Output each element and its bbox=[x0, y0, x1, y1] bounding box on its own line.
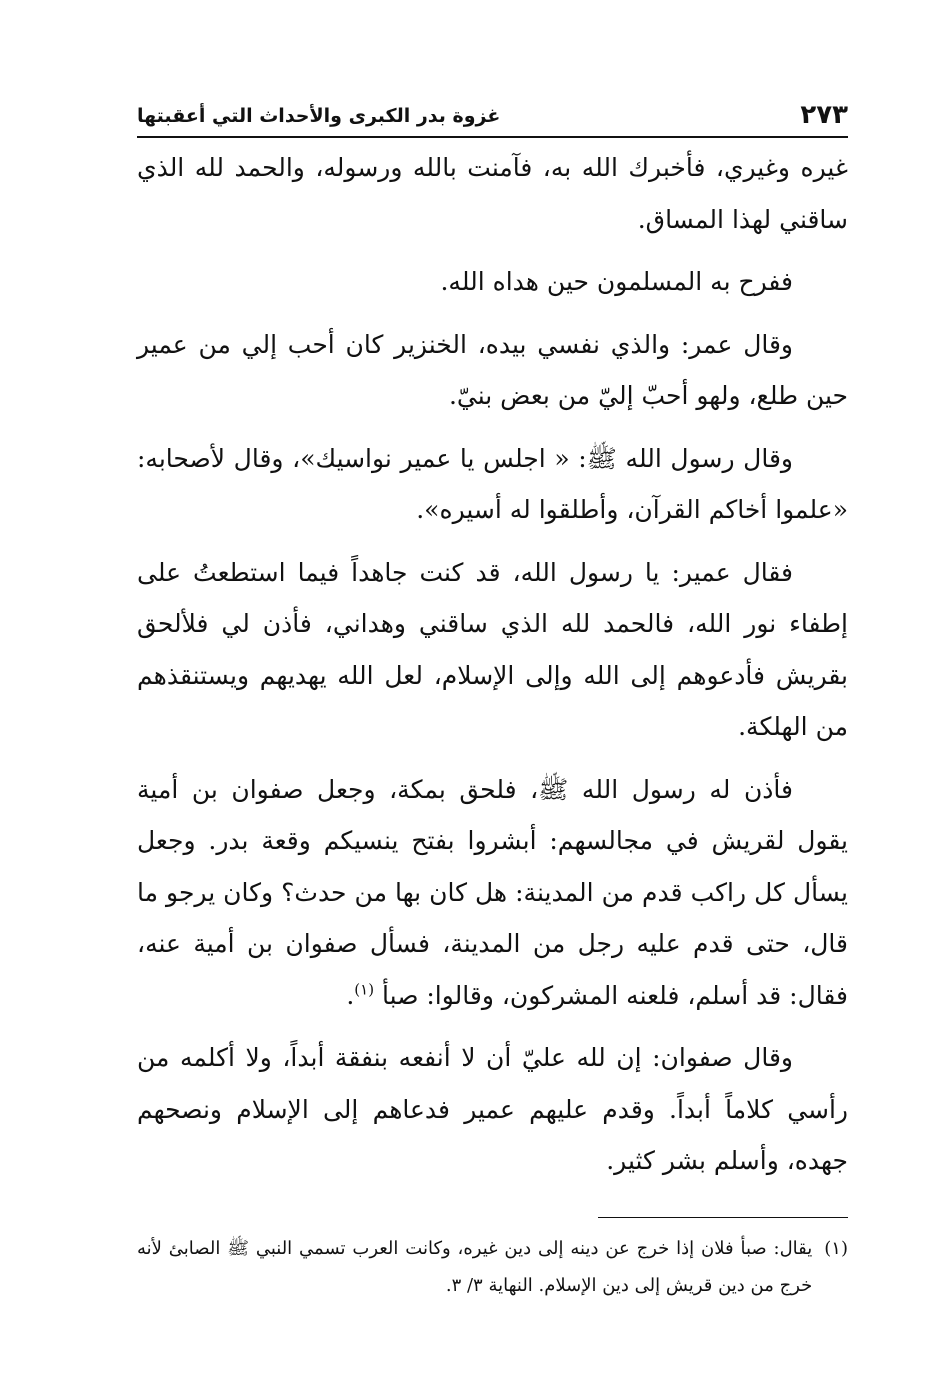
footnote bbox=[137, 1230, 848, 1304]
book-page bbox=[137, 96, 848, 1304]
main-text bbox=[137, 142, 848, 1187]
footnote-reference: (١) bbox=[354, 980, 375, 999]
sentence-end: . bbox=[346, 980, 355, 1010]
paragraph-with-footnote bbox=[137, 764, 848, 1022]
footnote-marker: (١) bbox=[824, 1237, 848, 1259]
page-header bbox=[137, 96, 848, 138]
footnote-text: يقال: صبأ فلان إذا خرج عن دينه إلى دين غيره، وكانت العرب تسمي النبي ﷺ الصابئ لأنه خرج من دين قريش إلى دين الإسلام. النهاية ٣/ ٣. bbox=[137, 1237, 813, 1296]
paragraph: فقال عمير: يا رسول الله، قد كنت جاهداً فيما استطعتُ على إطفاء نور الله، فالحمد لله الذي ساقني وهداني، فأذن لي فلألحق بقريش فأدعوهم إلى الله وإلى الإسلام، لعل الله يهديهم ويستنقذهم من الهلكة. bbox=[137, 557, 848, 741]
paragraph: وقال رسول الله ﷺ: « اجلس يا عمير نواسيك»، وقال لأصحابه: «علموا أخاكم القرآن، وأطلقوا له أسيره». bbox=[137, 443, 848, 524]
paragraph: وقال عمر: والذي نفسي بيده، الخنزير كان أحب إلي من عمير حين طلع، ولهو أحبّ إليّ من بعض بنيّ. bbox=[137, 329, 848, 410]
footnote-divider bbox=[598, 1217, 848, 1218]
paragraph: وقال صفوان: إن لله عليّ أن لا أنفعه بنفقة أبداً، ولا أكلمه من رأسي كلاماً أبداً. وقدم عليهم عمير فدعاهم إلى الإسلام ونصحهم جهده، وأسلم بشر كثير. bbox=[137, 1043, 849, 1175]
paragraph-text: فأذن له رسول الله ﷺ، فلحق بمكة، وجعل صفوان بن أمية يقول لقريش في مجالسهم: أبشروا بفتح ينسيكم وقعة بدر. وجعل يسأل كل راكب قدم من المدينة: هل كان بها من حدث؟ وكان يرجو ما قال، حتى قدم عليه رجل من المدينة، فسأل صفوان بن أمية عنه، فقال: قد أسلم، فلعنه المشركون، وقالوا: صبأ bbox=[137, 774, 848, 1010]
running-title: غزوة بدر الكبرى والأحداث التي أعقبتها bbox=[137, 105, 501, 127]
paragraph: غيره وغيري، فأخبرك الله به، فآمنت بالله ورسوله، والحمد لله الذي ساقني لهذا المساق. bbox=[137, 153, 848, 234]
page-number: ٢٧٣ bbox=[800, 100, 848, 130]
paragraph: ففرح به المسلمون حين هداه الله. bbox=[440, 267, 793, 296]
